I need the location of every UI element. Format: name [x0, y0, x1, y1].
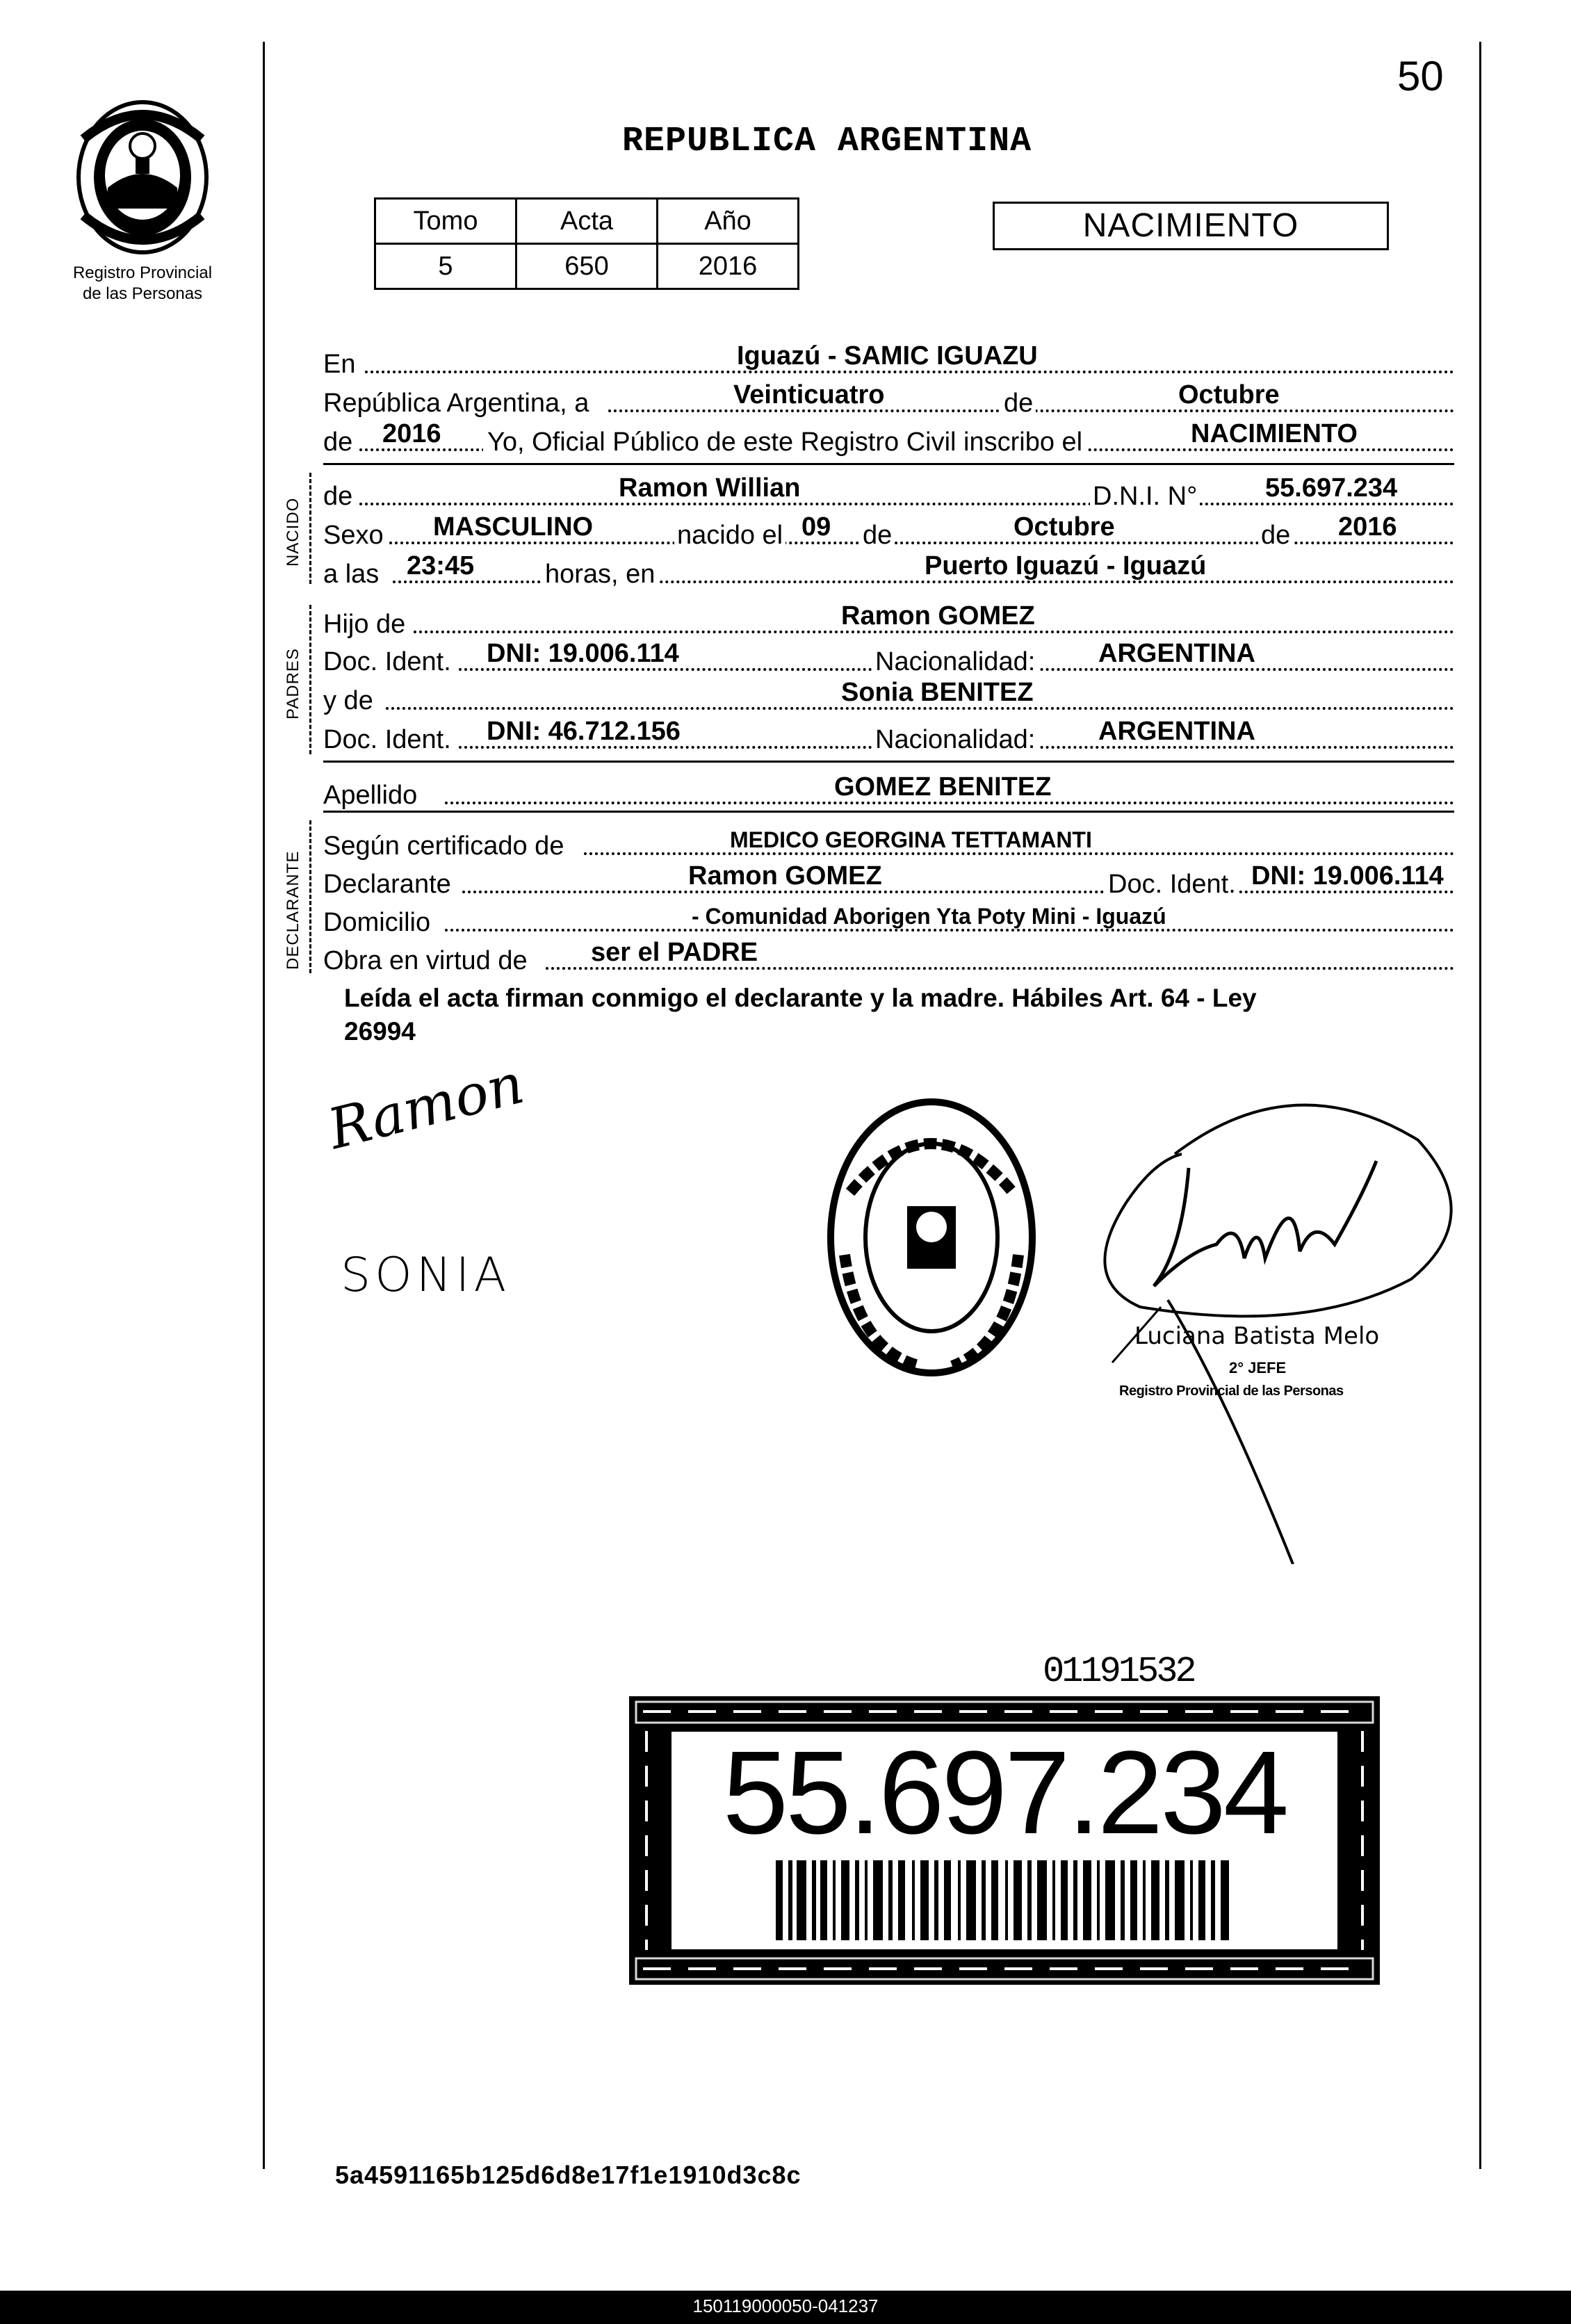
line-child-name: de Ramon Willian D.N.I. N° 55.697.234 — [323, 473, 1454, 512]
line-mother-doc: Doc. Ident. DNI: 46.712.156 Nacionalidad: ARGENTINA — [323, 716, 1454, 755]
line-sex-birth: Sexo MASCULINO nacido el 09 de Octubre de 2016 — [323, 512, 1454, 551]
coat-of-arms-icon — [70, 97, 215, 257]
nacido-section-label: NACIDO — [284, 497, 302, 567]
barcode-inner-panel — [667, 1728, 1342, 1953]
table-cell-tomo: 5 — [375, 244, 516, 289]
document-title: REPUBLICA ARGENTINA — [622, 122, 1032, 161]
nacido-bracket — [309, 473, 311, 584]
line-father-doc: Doc. Ident. DNI: 19.006.114 Nacionalidad: ARGENTINA — [323, 638, 1454, 677]
section-rule — [323, 463, 1454, 465]
line-surname: Apellido GOMEZ BENITEZ — [323, 772, 1454, 811]
stamp-seal-icon — [817, 1088, 1046, 1394]
official-office: Registro Provincial de las Personas — [1119, 1383, 1344, 1399]
official-signature — [1084, 1078, 1474, 1564]
line-year: de 2016 Yo, Oficial Público de este Registro Civil inscribo el NACIMIENTO — [323, 419, 1454, 457]
record-type-box: NACIMIENTO — [993, 202, 1389, 250]
table-cell-ano: 2016 — [658, 244, 799, 289]
barcode-serial: 01191532 — [1043, 1651, 1194, 1692]
table-header-ano: Año — [658, 199, 799, 244]
right-margin-rule — [1479, 42, 1481, 2169]
official-stamp — [817, 1088, 1046, 1394]
table-cell-acta: 650 — [516, 244, 658, 289]
line-declarant: Declarante Ramon GOMEZ Doc. Ident. DNI: 19.006.114 — [323, 861, 1454, 900]
signature-scribble-icon — [1084, 1078, 1474, 1564]
official-role: 2° JEFE — [1229, 1359, 1287, 1376]
page-number: 50 — [1397, 53, 1444, 99]
mother-signature: SONIA — [341, 1248, 511, 1303]
line-date: República Argentina, a Veinticuatro de Octubre — [323, 380, 1454, 419]
padres-bracket — [309, 605, 311, 754]
line-capacity: Obra en virtud de ser el PADRE — [323, 937, 1454, 976]
padres-section-label: PADRES — [284, 648, 302, 720]
official-name: Luciana Batista Melo — [1134, 1322, 1380, 1350]
footer-code-bar: 150119000050-041237 — [0, 2291, 1571, 2324]
document-hash: 5a4591165b125d6d8e17f1e1910d3c8c — [335, 2161, 801, 2189]
left-margin-rule — [263, 42, 265, 2169]
section-rule — [323, 761, 1454, 763]
table-header-acta: Acta — [516, 199, 658, 244]
line-time-place: a las 23:45 horas, en Puerto Iguazú - Iguazú — [323, 551, 1454, 590]
closing-note: Leída el acta firman conmigo el declarante y la madre. Hábiles Art. 64 - Ley 26994 — [344, 984, 1257, 1046]
line-certificate: Según certificado de MEDICO GEORGINA TETTAMANTI — [323, 822, 1454, 861]
section-rule — [323, 811, 1454, 813]
line-place: En Iguazú - SAMIC IGUAZU — [323, 341, 1454, 380]
declarante-section-label: DECLARANTE — [284, 850, 302, 970]
logo-caption: Registro Provincial de las Personas — [72, 263, 213, 303]
father-signature: Ramon — [321, 1050, 530, 1162]
provincial-registry-logo — [70, 97, 215, 257]
line-address: Domicilio - Comunidad Aborigen Yta Poty Mini - Iguazú — [323, 899, 1454, 938]
volume-table — [374, 197, 799, 290]
line-father-name: Hijo de Ramon GOMEZ — [323, 601, 1454, 640]
barcode-number: 55.697.234 — [722, 1727, 1287, 1859]
barcode-label — [629, 1696, 1380, 1985]
barcode-bars-icon — [776, 1860, 1235, 1940]
declarante-bracket — [309, 820, 311, 973]
table-header-tomo: Tomo — [375, 199, 516, 244]
line-mother-name: y de Sonia BENITEZ — [323, 677, 1454, 716]
